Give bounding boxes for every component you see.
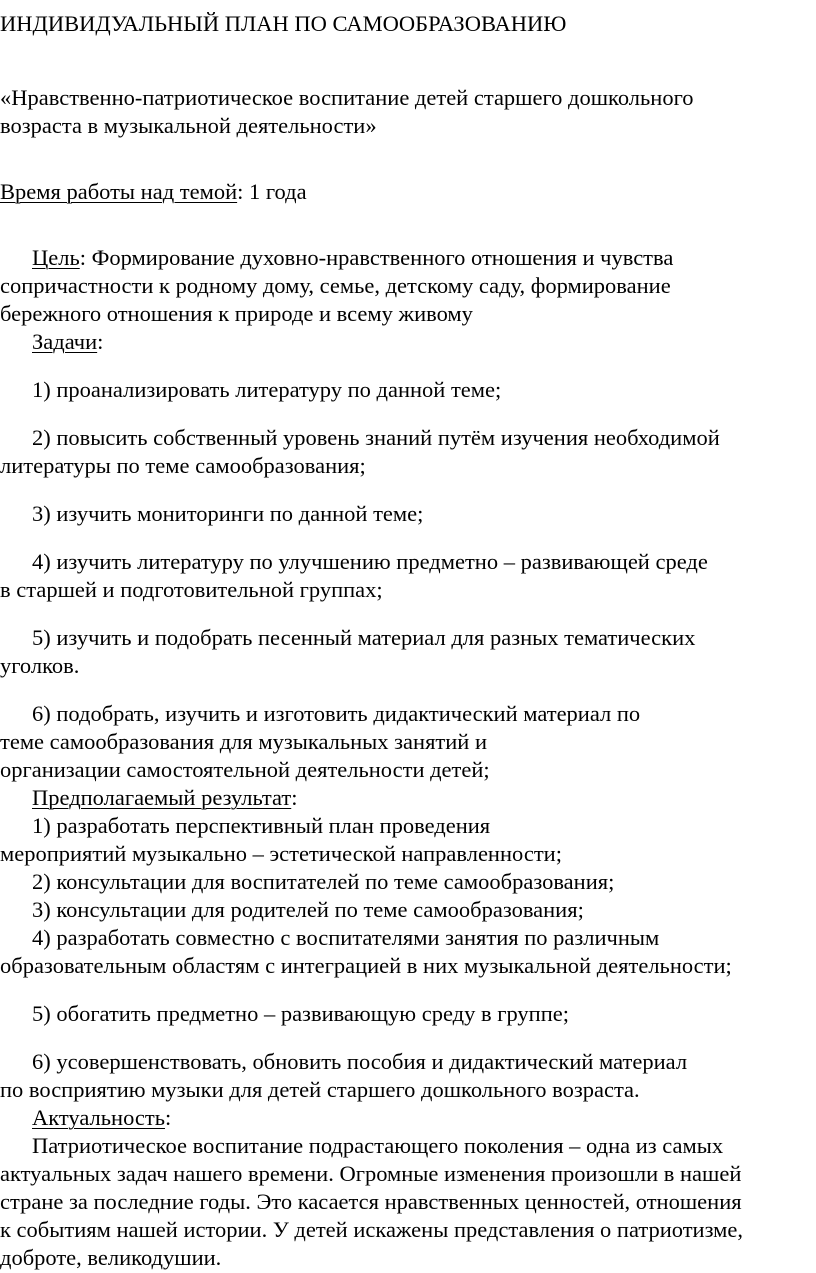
- result-colon: :: [291, 785, 298, 810]
- task-item-4: 4) изучить литературу по улучшению предметно – развивающей среде: [32, 549, 708, 574]
- goal-line-2: сопричастности к родному дому, семье, детскому саду, формирование: [0, 273, 671, 298]
- result-item-4-cont: образовательным областям с интеграцией в них музыкальной деятельности;: [0, 953, 732, 978]
- task-item-5: 5) изучить и подобрать песенный материал для разных тематических: [32, 625, 696, 650]
- result-item-2: 2) консультации для воспитателей по теме самообразования;: [32, 869, 615, 894]
- duration-label: Время работы над темой: [0, 179, 238, 204]
- relevance-line-4: к событиям нашей истории. У детей искажены представления о патриотизме,: [0, 1217, 744, 1242]
- task-item-1: 1) проанализировать литературу по данной теме;: [32, 377, 502, 402]
- result-item-1: 1) разработать перспективный план проведения: [32, 813, 491, 838]
- duration: [0, 178, 307, 206]
- tasks-colon: :: [97, 329, 104, 354]
- result-heading: [32, 784, 298, 812]
- relevance-label: Актуальность: [32, 1105, 165, 1130]
- task-item-3: 3) изучить мониторинги по данной теме;: [32, 501, 424, 526]
- relevance-colon: :: [164, 1105, 172, 1130]
- relevance-line-1: Патриотическое воспитание подрастающего поколения – одна из самых: [32, 1133, 724, 1158]
- goal-label: Цель: [32, 245, 80, 270]
- tasks-label: Задачи: [32, 329, 98, 354]
- result-item-4: 4) разработать совместно с воспитателями занятия по различным: [32, 925, 660, 950]
- result-item-1-cont: мероприятий музыкально – эстетической направленности;: [0, 841, 562, 866]
- result-label: Предполагаемый результат: [32, 785, 292, 810]
- task-item-2: 2) повысить собственный уровень знаний путём изучения необходимой: [32, 425, 720, 450]
- document-title: ИНДИВИДУАЛЬНЫЙ ПЛАН ПО САМООБРАЗОВАНИЮ: [0, 11, 567, 36]
- duration-value: : 1 года: [237, 179, 307, 204]
- relevance-line-3: стране за последние годы. Это касается нравственных ценностей, отношения: [0, 1189, 742, 1214]
- goal-line-3: бережного отношения к природе и всему живому: [0, 301, 473, 326]
- result-item-6: 6) усовершенствовать, обновить пособия и дидактический материал: [32, 1049, 688, 1074]
- task-item-2-cont: литературы по теме самообразования;: [0, 453, 366, 478]
- goal-line-1: [32, 244, 673, 272]
- relevance-line-2: актуальных задач нашего времени. Огромные изменения произошли в нашей: [0, 1161, 742, 1186]
- topic-line-1: «Нравственно-патриотическое воспитание детей старшего дошкольного: [0, 85, 694, 110]
- task-item-6-cont-1: теме самообразования для музыкальных занятий и: [0, 729, 488, 754]
- result-item-5: 5) обогатить предметно – развивающую среду в группе;: [32, 1001, 569, 1026]
- goal-text-1: : Формирование духовно-нравственного отношения и чувства: [79, 245, 674, 270]
- tasks-heading: [32, 328, 103, 356]
- relevance-line-5: доброте, великодушии.: [0, 1245, 222, 1270]
- task-item-5-cont: уголков.: [0, 653, 80, 678]
- relevance-heading: [32, 1104, 171, 1132]
- result-item-3: 3) консультации для родителей по теме самообразования;: [32, 897, 584, 922]
- topic-line-2: возраста в музыкальной деятельности»: [0, 113, 377, 138]
- task-item-6: 6) подобрать, изучить и изготовить дидактический материал по: [32, 701, 641, 726]
- task-item-4-cont: в старшей и подготовительной группах;: [0, 577, 383, 602]
- task-item-6-cont-2: организации самостоятельной деятельности детей;: [0, 757, 490, 782]
- result-item-6-cont: по восприятию музыки для детей старшего дошкольного возраста.: [0, 1077, 640, 1102]
